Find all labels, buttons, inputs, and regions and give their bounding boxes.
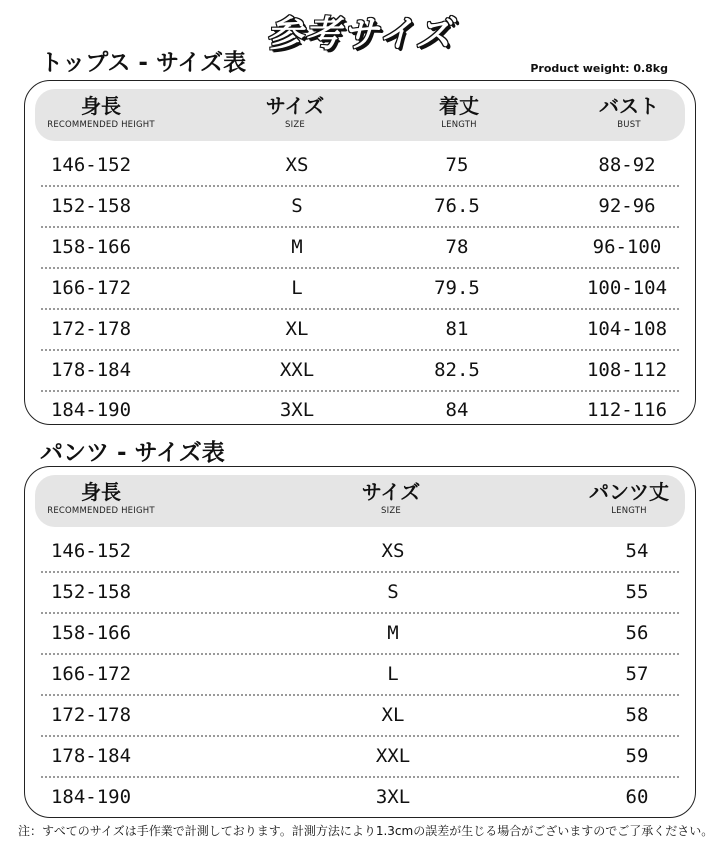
pants-section-heading: パンツ - サイズ表 <box>40 440 225 466</box>
table-row: 172-178 XL 81 104-108 <box>41 309 679 351</box>
pants-header-height: 身長 RECOMMENDED HEIGHT <box>47 480 155 516</box>
table-row: 178-184 XXL 59 <box>41 736 679 778</box>
table-row: 146-152 XS 54 <box>41 531 679 573</box>
product-weight: Product weight: 0.8kg <box>530 62 668 75</box>
table-row: 158-166 M 56 <box>41 613 679 655</box>
table-row: 172-178 XL 58 <box>41 695 679 737</box>
tops-header-length: 着丈 LENGTH <box>439 94 479 130</box>
table-row: 166-172 L 79.5 100-104 <box>41 268 679 310</box>
table-row: 184-190 3XL 84 112-116 <box>50 399 668 421</box>
table-row: 152-158 S 55 <box>41 572 679 614</box>
table-row: 158-166 M 78 96-100 <box>41 227 679 269</box>
tops-size-table <box>24 80 696 425</box>
tops-table-header <box>35 89 685 141</box>
measurement-footnote: 注：すべてのサイズは手作業で計測しております。計測方法により1.3cmの誤差が生じる場合がございますのでご了承ください。 <box>18 824 714 838</box>
table-row: 166-172 L 57 <box>41 654 679 696</box>
pants-header-size: サイズ SIZE <box>361 480 421 516</box>
table-row: 152-158 S 76.5 92-96 <box>41 186 679 228</box>
pants-size-table <box>24 466 696 818</box>
tops-header-size: サイズ SIZE <box>265 94 325 130</box>
table-row: 184-190 3XL 60 <box>50 786 649 808</box>
tops-header-height: 身長 RECOMMENDED HEIGHT <box>47 94 155 130</box>
page-title: 参考サイズ <box>266 14 454 55</box>
pants-table-header <box>35 475 685 527</box>
tops-section-heading: トップス - サイズ表 <box>40 50 247 76</box>
table-row: 178-184 XXL 82.5 108-112 <box>41 350 679 392</box>
pants-header-length: パンツ丈 LENGTH <box>589 480 669 516</box>
tops-header-bust: バスト BUST <box>599 94 659 130</box>
table-row: 146-152 XS 75 88-92 <box>41 145 679 187</box>
